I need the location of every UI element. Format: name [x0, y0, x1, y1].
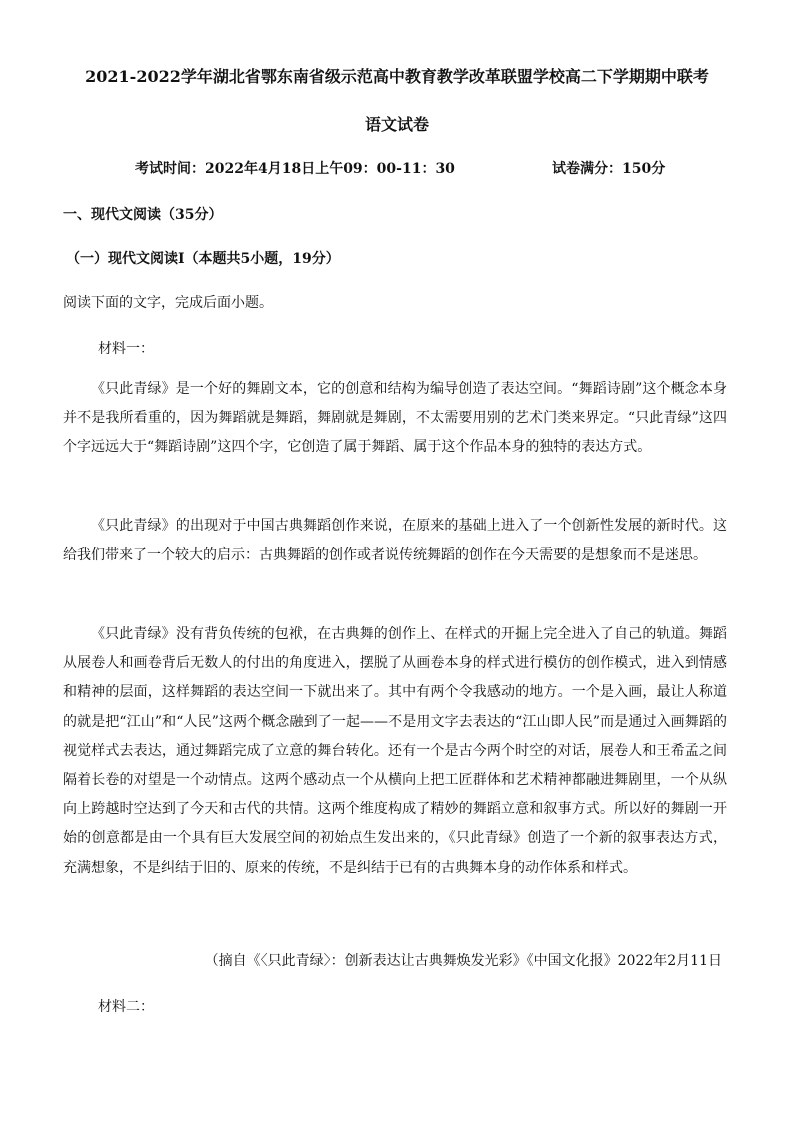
paragraph: 《只此青绿》的出现对于中国古典舞蹈创作来说，在原来的基础上进入了一个创新性发展的新时代。这给我们带来了一个较大的启示：古典舞蹈的创作或者说传统舞蹈的创作在今天需要的是想象而不是迷思。	[63, 518, 727, 564]
exam-title: 2021-2022学年湖北省鄂东南省级示范高中教育教学改革联盟学校高二下学期期中联考	[85, 67, 709, 86]
paragraph: 《只此青绿》是一个好的舞剧文本，它的创意和结构为编导创造了表达空间。“舞蹈诗剧”这个概念本身并不是我所看重的，因为舞蹈就是舞蹈，舞剧就是舞剧，不太需要用别的艺术门类来界定。“只此青绿”这四个字远远大于“舞蹈诗剧”这四个字，它创造了属于舞蹈、属于这个作品本身的独特的表达方式。	[63, 381, 727, 456]
exam-time: 考试时间：2022年4月18日上午09：00-11：30	[135, 161, 455, 177]
full-score: 试卷满分：150分	[552, 161, 666, 177]
source-citation: （摘自《〈只此青绿〉：创新表达让古典舞焕发光彩》《中国文化报》2022年2月11日	[204, 953, 722, 969]
paragraph: 《只此青绿》没有背负传统的包袱，在古典舞的创作上、在样式的开掘上完全进入了自己的轨道。舞蹈从展卷人和画卷背后无数人的付出的角度进入，摆脱了从画卷本身的样式进行模仿的创作模式，进入到情感和精神的层面，这样舞蹈的表达空间一下就出来了。其中有两个令我感动的地方。一个是入画，最让人称道的就是把“江山”和“人民”这两个概念融到了一起——不是用文字去表达的“江山即人民”而是通过入画舞蹈的视觉样式去表达，通过舞蹈完成了立意的舞台转化。还有一个是古今两个时空的对话，展卷人和王希孟之间隔着长卷的对望是一个动情点。这两个感动点一个从横向上把工匠群体和艺术精神都融进舞剧里，一个从纵向上跨越时空达到了今天和古代的共情。这两个维度构成了精妙的舞蹈立意和叙事方式。所以好的舞剧一开始的创意都是由一个具有巨大发展空间的初始点生发出来的，《只此青绿》创造了一个新的叙事表达方式，充满想象，不是纠结于旧的、原来的传统，不是纠结于已有的古典舞本身的动作体系和样式。	[63, 626, 727, 876]
exam-subtitle: 语文试卷	[364, 115, 429, 134]
material-two-label: 材料二：	[98, 999, 154, 1015]
section-heading: 一、现代文阅读（35分）	[63, 207, 223, 223]
sub-section-heading: （一）现代文阅读Ⅰ（本题共5小题，19分）	[66, 251, 340, 267]
reading-instruction: 阅读下面的文字，完成后面小题。	[63, 295, 273, 311]
material-one-label: 材料一：	[98, 341, 154, 357]
